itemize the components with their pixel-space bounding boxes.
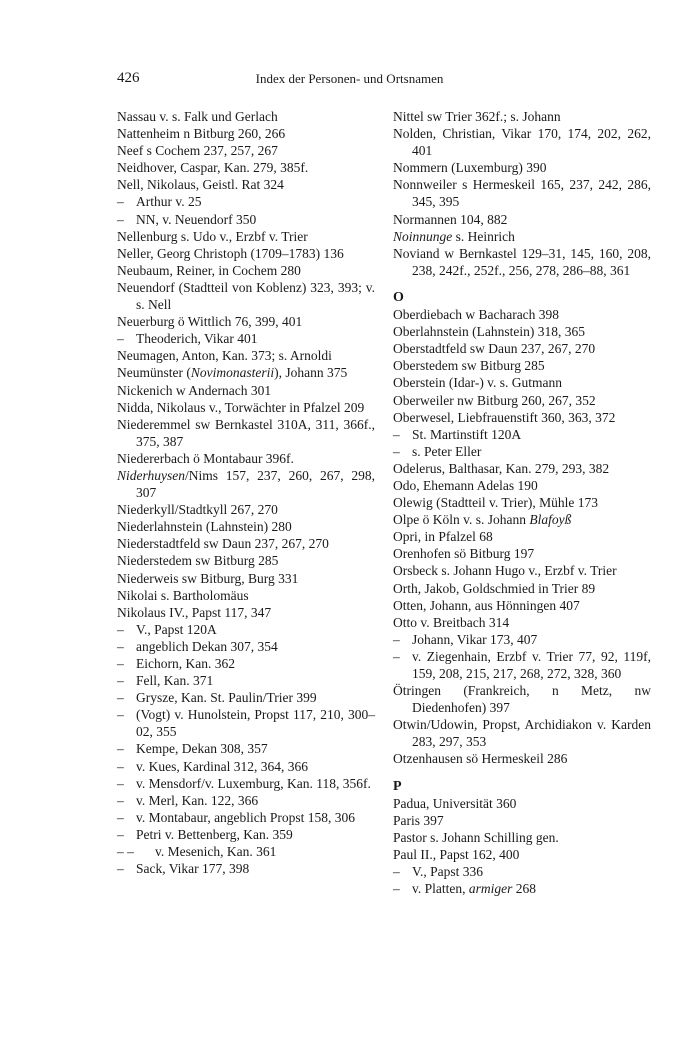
index-entry: Normannen 104, 882 <box>393 211 508 227</box>
italic-term: Novimonasterii <box>190 365 275 381</box>
index-subentry: – Grysze, Kan. St. Paulin/Trier 399 <box>117 690 317 706</box>
index-entry: Oberdiebach w Bacharach 398 <box>393 307 560 323</box>
index-entry: Niederstedem sw Bitburg 285 <box>117 553 279 569</box>
entry-dash: – <box>117 638 124 654</box>
index-subentry: – Kempe, Dekan 308, 357 <box>117 741 268 757</box>
index-entry: Niederweis sw Bitburg, Burg 331 <box>117 570 299 586</box>
index-subentry: – Sack, Vikar 177, 398 <box>117 861 250 877</box>
index-subentry: – (Vogt) v. Hunolstein, Propst 117, 210, 300–02, 355 <box>117 707 375 740</box>
index-subentry: – Eichorn, Kan. 362 <box>117 656 235 671</box>
index-subentry: – v. Kues, Kardinal 312, 364, 366 <box>117 758 308 774</box>
italic-term: armiger <box>468 881 513 897</box>
page-header <box>117 70 582 92</box>
index-subentry: – Johann, Vikar 173, 407 <box>393 631 538 647</box>
entry-dash: – <box>117 792 124 808</box>
entry-dash: – <box>393 426 400 442</box>
entry-dash: – <box>393 631 400 647</box>
index-entry: Pastor s. Johann Schilling gen. <box>393 829 559 845</box>
index-entry: Nell, Nikolaus, Geistl. Rat 324 <box>117 177 284 193</box>
entry-dash: – <box>117 758 124 774</box>
index-entry: Otto v. Breitbach 314 <box>393 614 510 630</box>
italic-term: Niderhuysen <box>117 467 185 483</box>
index-entry: Niederemmel sw Bernkastel 310A, 311, 366f., 375, 387 <box>117 416 375 449</box>
index-entry: Neuendorf (Stadtteil von Koblenz) 323, 393; v. s. Nell <box>117 279 375 313</box>
index-entry: Neef s Cochem 237, 257, 267 <box>117 143 278 159</box>
index-entry: Otwin/Udowin, Propst, Archidiakon v. Karden 283, 297, 353 <box>393 717 651 750</box>
index-subentry: – Petri v. Bettenberg, Kan. 359 <box>117 826 293 842</box>
index-subentry: – v. Montabaur, angeblich Propst 158, 306 <box>117 809 356 825</box>
entry-dash: – <box>117 775 124 791</box>
index-entry: Noviand w Bernkastel 129–31, 145, 160, 208, 238, 242f., 252f., 256, 278, 286–88, 361 <box>393 245 651 278</box>
entry-dash: – <box>393 648 400 664</box>
index-subentry: – v. Platten, armiger 268 <box>393 881 536 897</box>
index-column-left <box>117 108 375 877</box>
entry-dash: – <box>117 656 124 671</box>
index-entry: Padua, Universität 360 <box>393 795 517 811</box>
index-entry: Oberweiler nw Bitburg 260, 267, 352 <box>393 392 596 408</box>
entry-dash: – <box>117 741 124 757</box>
index-entry: Otzenhausen sö Hermeskeil 286 <box>393 751 568 767</box>
index-entry: Paul II., Papst 162, 400 <box>393 846 520 862</box>
entry-dash: – <box>117 861 124 877</box>
index-entry: Nikolaus IV., Papst 117, 347 <box>117 604 272 620</box>
index-subentry: – – v. Mesenich, Kan. 361 <box>117 844 277 860</box>
entry-dash: – <box>393 443 400 459</box>
index-entry: Oberwesel, Liebfrauenstift 360, 363, 372 <box>393 409 616 425</box>
index-entry: Neumagen, Anton, Kan. 373; s. Arnoldi <box>117 348 332 364</box>
index-entry: Olpe ö Köln v. s. Johann Blafoyß <box>393 512 572 528</box>
index-entry: Otten, Johann, aus Hönningen 407 <box>393 597 580 613</box>
index-subentry: – Theoderich, Vikar 401 <box>117 331 258 347</box>
entry-dash: – <box>117 194 124 210</box>
letter-heading: O <box>393 289 404 305</box>
index-entry: Neller, Georg Christoph (1709–1783) 136 <box>117 245 344 261</box>
index-entry: Nattenheim n Bitburg 260, 266 <box>117 126 286 142</box>
page-number: 426 <box>117 70 140 86</box>
entry-dash: – <box>117 826 124 842</box>
index-entry: Nassau v. s. Falk und Gerlach <box>117 109 278 124</box>
index-entry: Nittel sw Trier 362f.; s. Johann <box>393 109 561 124</box>
entry-dash: – <box>393 864 400 880</box>
italic-term: Blafoyß <box>529 512 572 528</box>
index-entry: Ötringen (Frankreich, n Metz, nw Diedenhofen) 397 <box>393 683 651 716</box>
letter-heading: P <box>393 778 402 794</box>
index-subentry: – v. Ziegenhain, Erzbf v. Trier 77, 92, 119f, 159, 208, 215, 217, 268, 272, 328, 360 <box>393 648 651 681</box>
index-entry: Nidda, Nikolaus v., Torwächter in Pfalzel 209 <box>117 399 365 415</box>
index-entry: Orsbeck s. Johann Hugo v., Erzbf v. Trier <box>393 563 617 579</box>
entry-dash: – <box>117 331 124 347</box>
index-entry: Niedererbach ö Montabaur 396f. <box>117 450 294 466</box>
index-subentry: – Fell, Kan. 371 <box>117 673 214 689</box>
entry-dash: – <box>117 707 124 723</box>
index-entry: Paris 397 <box>393 812 444 828</box>
running-title: Index der Personen- und Ortsnamen <box>255 71 444 86</box>
index-entry: Opri, in Pfalzel 68 <box>393 529 493 545</box>
entry-dash: – <box>117 621 124 637</box>
index-entry: Niederstadtfeld sw Daun 237, 267, 270 <box>117 536 329 552</box>
index-entry: Neumünster (Novimonasterii), Johann 375 <box>117 365 348 381</box>
entry-dash: – <box>117 809 124 825</box>
index-subentry: – V., Papst 336 <box>393 864 484 880</box>
index-entry: Nikolai s. Bartholomäus <box>117 587 249 603</box>
entry-dash: – <box>117 673 124 689</box>
index-entry: Oberstedem sw Bitburg 285 <box>393 358 545 374</box>
index-entry: Neidhover, Caspar, Kan. 279, 385f. <box>117 160 309 176</box>
index-entry: Odo, Ehemann Adelas 190 <box>393 477 538 493</box>
index-entry: Nonnweiler s Hermeskeil 165, 237, 242, 286, 345, 395 <box>393 177 651 210</box>
index-entry: Nolden, Christian, Vikar 170, 174, 202, 262, 401 <box>393 126 651 159</box>
entry-dash: – – <box>117 844 134 860</box>
index-entry: Olewig (Stadtteil v. Trier), Mühle 173 <box>393 495 598 511</box>
italic-term: Noinnunge <box>393 228 453 244</box>
index-column-right <box>393 108 651 897</box>
index-subentry: – NN, v. Neuendorf 350 <box>117 211 257 227</box>
index-entry: Nommern (Luxemburg) 390 <box>393 160 547 176</box>
index-entry: Oberlahnstein (Lahnstein) 318, 365 <box>393 324 585 340</box>
index-subentry: – v. Merl, Kan. 122, 366 <box>117 792 259 808</box>
entry-dash: – <box>117 690 124 706</box>
index-entry: Neuerburg ö Wittlich 76, 399, 401 <box>117 314 303 330</box>
index-entry: Oberstadtfeld sw Daun 237, 267, 270 <box>393 341 596 357</box>
index-subentry: – V., Papst 120A <box>117 621 217 637</box>
index-subentry: – Arthur v. 25 <box>117 194 202 210</box>
index-entry: Orenhofen sö Bitburg 197 <box>393 546 535 562</box>
index-subentry: – angeblich Dekan 307, 354 <box>117 638 278 654</box>
index-subentry: – v. Mensdorf/v. Luxemburg, Kan. 118, 356f. <box>117 775 371 791</box>
index-entry: Oberstein (Idar-) v. s. Gutmann <box>393 375 563 391</box>
index-entry: Niderhuysen/Nims 157, 237, 260, 267, 298, 307 <box>117 467 375 501</box>
index-entry: Odelerus, Balthasar, Kan. 279, 293, 382 <box>393 460 610 476</box>
index-subentry: – St. Martinstift 120A <box>393 426 522 442</box>
index-entry: Nickenich w Andernach 301 <box>117 382 272 398</box>
entry-dash: – <box>393 881 400 897</box>
index-entry: Niederlahnstein (Lahnstein) 280 <box>117 519 292 535</box>
index-entry: Noinnunge s. Heinrich <box>393 228 515 244</box>
index-subentry: – s. Peter Eller <box>393 443 482 459</box>
index-entry: Orth, Jakob, Goldschmied in Trier 89 <box>393 580 596 596</box>
index-entry: Neubaum, Reiner, in Cochem 280 <box>117 262 301 278</box>
entry-dash: – <box>117 211 124 227</box>
index-entry: Niederkyll/Stadtkyll 267, 270 <box>117 502 278 518</box>
index-entry: Nellenburg s. Udo v., Erzbf v. Trier <box>117 228 308 244</box>
